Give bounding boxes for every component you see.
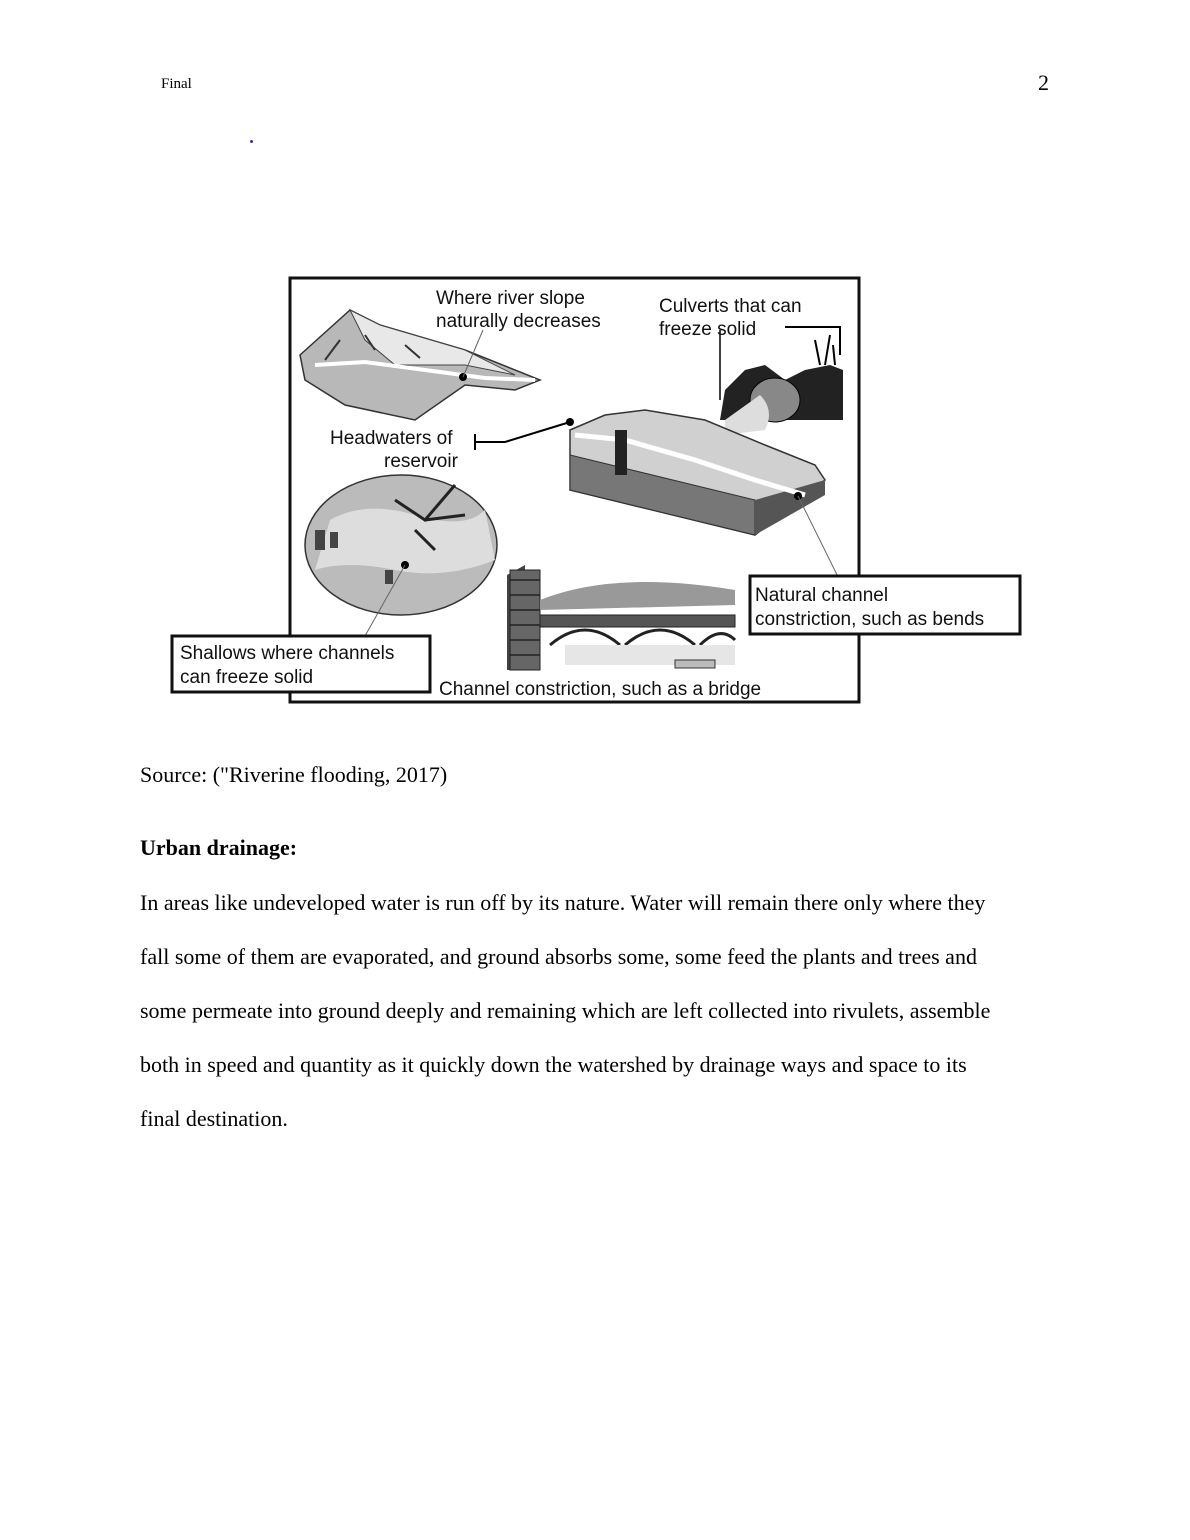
body-line: In areas like undeveloped water is run off by its nature. Water will remain there only where they [140, 890, 986, 915]
body-line: both in speed and quantity as it quickly down the watershed by drainage ways and space to its [140, 1052, 967, 1077]
label-culverts-1: Culverts that can [659, 296, 802, 317]
label-river-slope-1: Where river slope [436, 288, 585, 309]
section-heading: Urban drainage: [140, 835, 298, 860]
stray-mark [250, 140, 253, 143]
label-river-slope-2: naturally decreases [436, 311, 601, 332]
label-bridge: Channel constriction, such as a bridge [439, 679, 762, 700]
label-headwaters-1: Headwaters of [330, 428, 453, 449]
section-body [140, 876, 1050, 1146]
page-number: 2 [1038, 70, 1049, 95]
body-line: some permeate into ground deeply and remaining which are left collected into rivulets, assemble [140, 998, 991, 1023]
label-shallows-2: can freeze solid [180, 667, 314, 688]
label-natural-1: Natural channel [755, 585, 889, 606]
label-culverts-2: freeze solid [659, 319, 757, 340]
label-natural-2: constriction, such as bends [755, 609, 985, 630]
running-head: Final [161, 76, 192, 92]
body-line: final destination. [140, 1106, 288, 1131]
figure-source: Source: ("Riverine flooding, 2017) [140, 762, 448, 787]
ice-jam-figure [165, 270, 1025, 710]
label-headwaters-2: reservoir [384, 451, 458, 472]
label-shallows-1: Shallows where channels [180, 643, 395, 664]
figure-illustration [165, 270, 1025, 710]
body-line: fall some of them are evaporated, and ground absorbs some, some feed the plants and trees and [140, 944, 977, 969]
